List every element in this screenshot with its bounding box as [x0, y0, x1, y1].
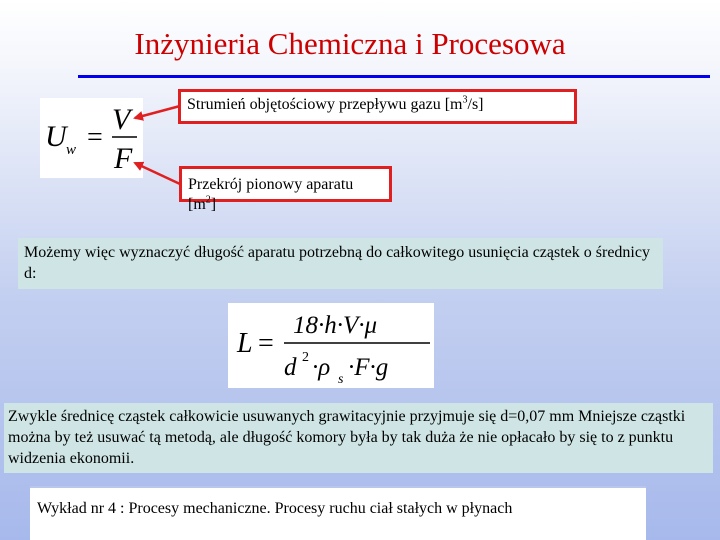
formula2-den-exponent: 2 [302, 350, 309, 365]
slide-title: Inżynieria Chemiczna i Procesowa [134, 26, 566, 61]
formula2-den-rho: ·ρ [312, 354, 331, 381]
formula1-lhs-subscript: w [66, 142, 77, 158]
formula2-den-d: d [284, 354, 297, 381]
formula1-lhs: U [45, 120, 67, 153]
cross-section-callout [179, 166, 392, 213]
formula2-den-rest: ·F·g [348, 354, 389, 381]
section-callout-exponent: 2 [205, 194, 211, 206]
formula2-numerator: 18·h·V·μ [293, 312, 378, 339]
flow-rate-callout [178, 89, 577, 124]
title-underline [78, 75, 710, 78]
section-callout-text: Przekrój pionowy aparatu [m [188, 176, 354, 213]
formula2-den-rho-subscript: s [338, 372, 344, 387]
length-formula [228, 303, 434, 388]
length-intro-paragraph: Możemy więc wyznaczyć długość aparatu potrzebną do całkowitego usunięcia cząstek o średnicy d: [18, 238, 663, 289]
section-callout-unit: ] [210, 196, 217, 213]
formula1-equals: = [87, 122, 103, 153]
lecture-footer: Wykład nr 4 : Procesy mechaniczne. Procesy ruchu ciał stałych w płynach [30, 486, 646, 540]
velocity-formula [40, 98, 143, 178]
formula2-equals: = [258, 328, 274, 359]
formula1-denominator: F [114, 142, 133, 175]
length-formula-graphic [228, 303, 434, 388]
flow-callout-unit: /s] [467, 96, 484, 113]
formula1-numerator: V [112, 103, 131, 136]
flow-callout-exponent: 3 [462, 94, 468, 106]
velocity-formula-graphic [40, 98, 143, 178]
formula2-lhs: L [237, 328, 253, 359]
diameter-note-paragraph: Zwykle średnicę cząstek całkowicie usuwanych grawitacyjnie przyjmuje się d=0,07 mm Mniejsze cząstki można by też usuwać tą metodą, ale długość komory była by tak duża że nie opłacało by się to z punktu widzenia ekonomii. [4, 403, 713, 473]
flow-callout-text: Strumień objętościowy przepływu gazu [m [187, 96, 463, 113]
